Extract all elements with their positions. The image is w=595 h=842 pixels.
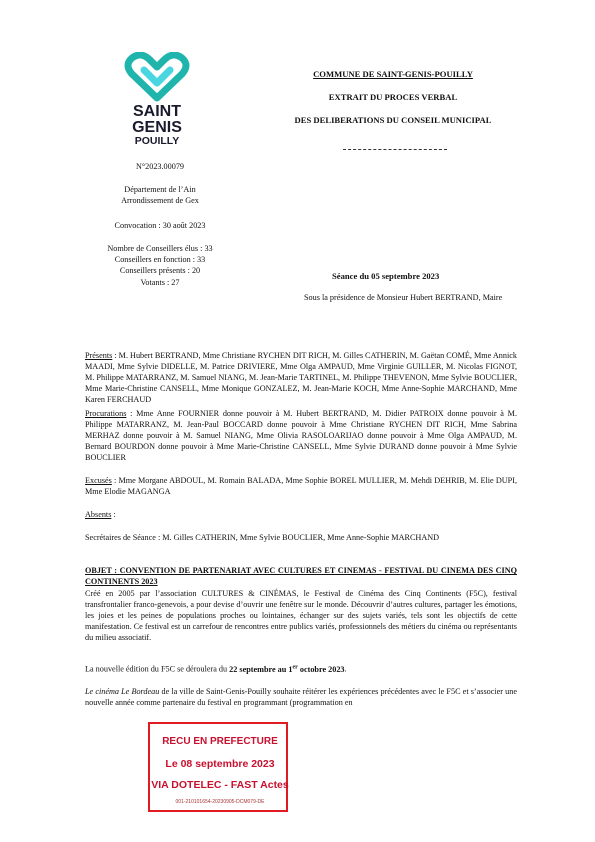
edition-date-start: 22 septembre au 1 bbox=[229, 664, 293, 674]
logo-line-3: POUILLY bbox=[134, 135, 180, 147]
absents-text: : bbox=[111, 510, 116, 519]
departement: Département de l’Ain bbox=[124, 185, 196, 194]
seance-date: Séance du 05 septembre 2023 bbox=[332, 271, 440, 281]
stamp-line-2: Le 08 septembre 2023 bbox=[165, 758, 275, 770]
intro-paragraph: Créé en 2005 par l’association CULTURES & CINÉMAS, le Festival de Cinéma des Cinq Continents (F5C), festival transfrontalier franco-genevois, a pour devise d’ouvrir une fenêtre sur le monde. Découvrir d’autres cultures, partager les émotions, les joies et les peines de populations proches ou lointaines, échanger sur des sujets variés, tels sont les objectifs de cette manifestation. Ce festival est un carrefour de rencontres entre publics variés, professionnels des métiers du cinéma ou représentants du milieu associatif. bbox=[85, 589, 517, 642]
logo-line-1: SAINT bbox=[133, 103, 181, 120]
edition-text: La nouvelle édition du F5C se déroulera du bbox=[85, 664, 230, 674]
commune-title: COMMUNE DE SAINT-GENIS-POUILLY bbox=[313, 69, 473, 79]
conseillers-fonction: Conseillers en fonction : 33 bbox=[114, 255, 206, 264]
edition-period: . bbox=[344, 664, 347, 674]
edition-date-sup: er bbox=[292, 664, 298, 670]
extrait-title: EXTRAIT DU PROCES VERBAL bbox=[328, 92, 458, 102]
cinema-name: Le cinéma Le Bordeau bbox=[85, 687, 160, 696]
secretaires-paragraph: Secrétaires de Séance : M. Gilles CATHERIN, Mme Sylvie BOUCLIER, Mme Anne-Sophie MARCHAND bbox=[85, 533, 440, 542]
saint-genis-logo bbox=[120, 52, 194, 147]
presents-label: Présents bbox=[85, 351, 113, 360]
procurations-paragraph bbox=[85, 408, 517, 463]
procurations-label: Procurations bbox=[85, 409, 127, 418]
procurations-text: : Mme Anne FOURNIER donne pouvoir à M. Hubert BERTRAND, M. Didier PATROIX donne pouvoir à M. Philippe MATARRANZ, M. Jean-Paul BOCCARD donne pouvoir à Mme Christiane RYCHEN DIT RICH, Mme Sabrina MERHAZ donne pouvoir à M. Samuel NIANG, Mme Olivia RASOLOARIJAO donne pouvoir à Mme Olga AMPAUD, M. Bernard BOURDON donne pouvoir à Mme Marie-Christine CANSELL, Mme Sylvie DURAND donne pouvoir à Mme Sylvie BOUCLIER bbox=[85, 409, 517, 462]
stamp-line-3: VIA DOTELEC - FAST Actes bbox=[151, 779, 289, 791]
objet-heading: OBJET : CONVENTION DE PARTENARIAT AVEC CULTURES ET CINEMAS - FESTIVAL DU CINEMA DES CINQ CONTINENTS 2023 bbox=[85, 566, 517, 586]
edition-paragraph bbox=[85, 662, 517, 675]
heart-logo-icon bbox=[120, 52, 194, 102]
cinema-paragraph bbox=[85, 686, 517, 708]
cinema-text: de la ville de Saint-Genis-Pouilly souhaite réitérer les expériences précédentes avec le F5C et s’associer une nouvelle année comme partenaire du festival en programmant (programmation en bbox=[85, 687, 517, 707]
stamp-line-4: 001-210101654-20230905-DCM079-DE bbox=[175, 799, 265, 805]
absents-label: Absents bbox=[85, 510, 112, 519]
prefecture-stamp bbox=[148, 722, 288, 812]
excuses-label: Excusés bbox=[85, 476, 112, 485]
excuses-paragraph bbox=[85, 475, 517, 497]
header-separator bbox=[343, 149, 447, 150]
conseillers-presents: Conseillers présents : 20 bbox=[119, 266, 201, 275]
deliberation-number: N°2023.00079 bbox=[135, 162, 185, 171]
logo-line-2: GENIS bbox=[132, 119, 182, 136]
arrondissement: Arrondissement de Gex bbox=[121, 196, 199, 205]
deliberations-title: DES DELIBERATIONS DU CONSEIL MUNICIPAL bbox=[294, 115, 492, 125]
votants: Votants : 27 bbox=[140, 278, 180, 287]
seance-presidence: Sous la présidence de Monsieur Hubert BERTRAND, Maire bbox=[304, 293, 503, 302]
convocation: Convocation : 30 août 2023 bbox=[114, 221, 206, 230]
absents-paragraph bbox=[85, 509, 517, 520]
presents-paragraph bbox=[85, 350, 517, 405]
conseillers-elus: Nombre de Conseillers élus : 33 bbox=[107, 244, 213, 253]
excuses-text: : Mme Morgane ABDOUL, M. Romain BALADA, Mme Sophie BOREL MULLIER, M. Mehdi DEHRIB, M. Elie DUPI, Mme Elodie MAGANGA bbox=[85, 476, 517, 496]
presents-text: : M. Hubert BERTRAND, Mme Christiane RYCHEN DIT RICH, M. Gilles CATHERIN, M. Gaëtan COMÉ, Mme Annick MAADI, Mme Sylvie DIDELLE, M. Patrice DRIVIERE, Mme Olga AMPAUD, Mme Virginie GUILLER, M. Nicolas FIGNOT, M. Philippe MATARRANZ, M. Samuel NIANG, M. Jean-Marie TARTINEL, M. Philippe THEVENON, Mme Sylvie BOUCLIER, Mme Marie-Christine CANSELL, Mme Monique GONZALEZ, M. Jean-Marie KOCH, Mme Anne-Sophie MARCHAND, Mme Karen FERCHAUD bbox=[85, 351, 517, 404]
stamp-line-1: RECU EN PREFECTURE bbox=[162, 736, 278, 747]
edition-date-end: octobre 2023 bbox=[297, 664, 345, 674]
edition-dates bbox=[229, 665, 344, 674]
